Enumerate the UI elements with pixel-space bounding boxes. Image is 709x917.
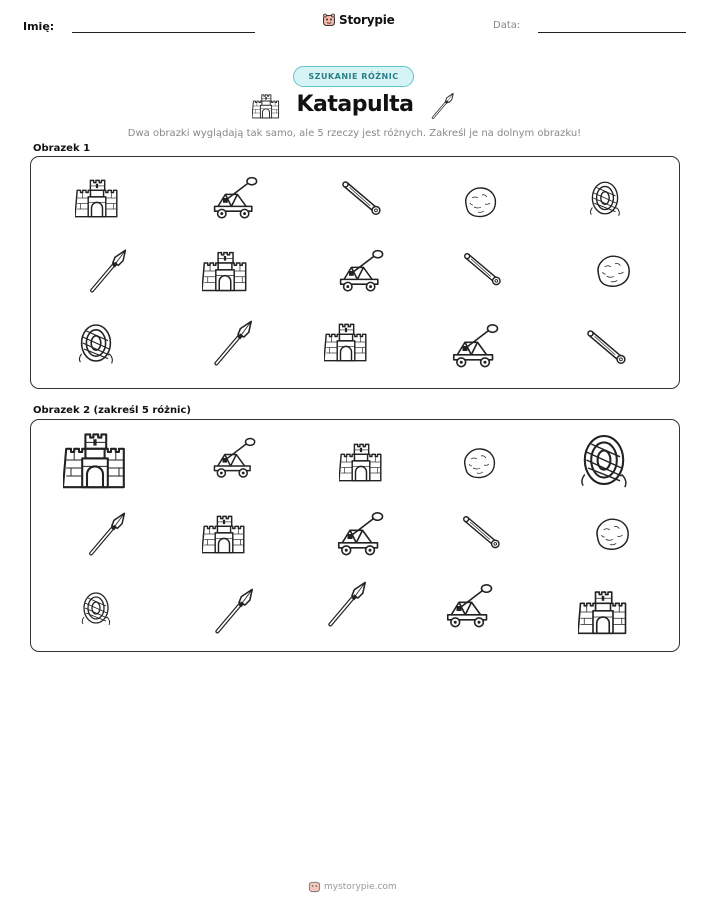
- log-icon: [338, 177, 384, 223]
- storypie-mascot-icon: [322, 13, 336, 27]
- rock-icon: [460, 182, 500, 222]
- rope-icon[interactable]: [76, 588, 116, 628]
- log-icon: [460, 249, 504, 293]
- brand-logo: [322, 13, 395, 27]
- spear-icon: [84, 248, 130, 294]
- castle-icon: [75, 176, 119, 220]
- storypie-mascot-icon: [308, 880, 321, 893]
- spear-icon: [208, 319, 256, 367]
- brand-name: Storypie: [339, 13, 395, 27]
- footer-url: mystorypie.com: [324, 881, 397, 892]
- spear-icon: [428, 92, 456, 120]
- castle-icon[interactable]: [202, 512, 246, 556]
- date-label: Data:: [493, 20, 521, 31]
- page-title: Katapulta: [296, 92, 414, 117]
- rock-icon: [592, 250, 634, 292]
- spear-icon[interactable]: [83, 511, 129, 557]
- activity-badge: SZUKANIE RÓŻNIC: [293, 66, 414, 87]
- rope-icon[interactable]: [572, 428, 636, 492]
- castle-icon[interactable]: [339, 440, 383, 484]
- castle-icon: [251, 92, 281, 120]
- spear-icon[interactable]: [209, 587, 257, 635]
- footer: [308, 880, 397, 893]
- catapult-icon[interactable]: [444, 581, 494, 631]
- rock-icon[interactable]: [591, 513, 633, 555]
- name-line[interactable]: [72, 32, 255, 33]
- spear-icon[interactable]: [322, 580, 370, 628]
- log-icon[interactable]: [459, 512, 503, 556]
- catapult-icon: [211, 174, 259, 222]
- castle-icon[interactable]: [63, 428, 127, 492]
- picture-2-panel[interactable]: [30, 419, 680, 652]
- picture-2-label: Obrazek 2 (zakreśl 5 różnic): [33, 405, 191, 416]
- picture-1-panel: [30, 156, 680, 389]
- catapult-icon[interactable]: [211, 435, 257, 481]
- rope-icon: [584, 177, 626, 219]
- name-label: Imię:: [23, 20, 55, 33]
- date-line[interactable]: [538, 32, 686, 33]
- log-icon: [583, 326, 629, 372]
- catapult-icon: [450, 321, 500, 371]
- instructions: Dwa obrazki wyglądają tak samo, ale 5 rzeczy jest różnych. Zakreśl je na dolnym obrazku!: [127, 128, 582, 139]
- picture-1-label: Obrazek 1: [33, 143, 91, 154]
- catapult-icon[interactable]: [335, 509, 385, 559]
- castle-icon[interactable]: [578, 587, 628, 637]
- castle-icon: [202, 248, 248, 294]
- castle-icon: [324, 320, 368, 364]
- rope-icon: [72, 319, 120, 367]
- catapult-icon: [337, 247, 385, 295]
- rock-icon[interactable]: [459, 443, 499, 483]
